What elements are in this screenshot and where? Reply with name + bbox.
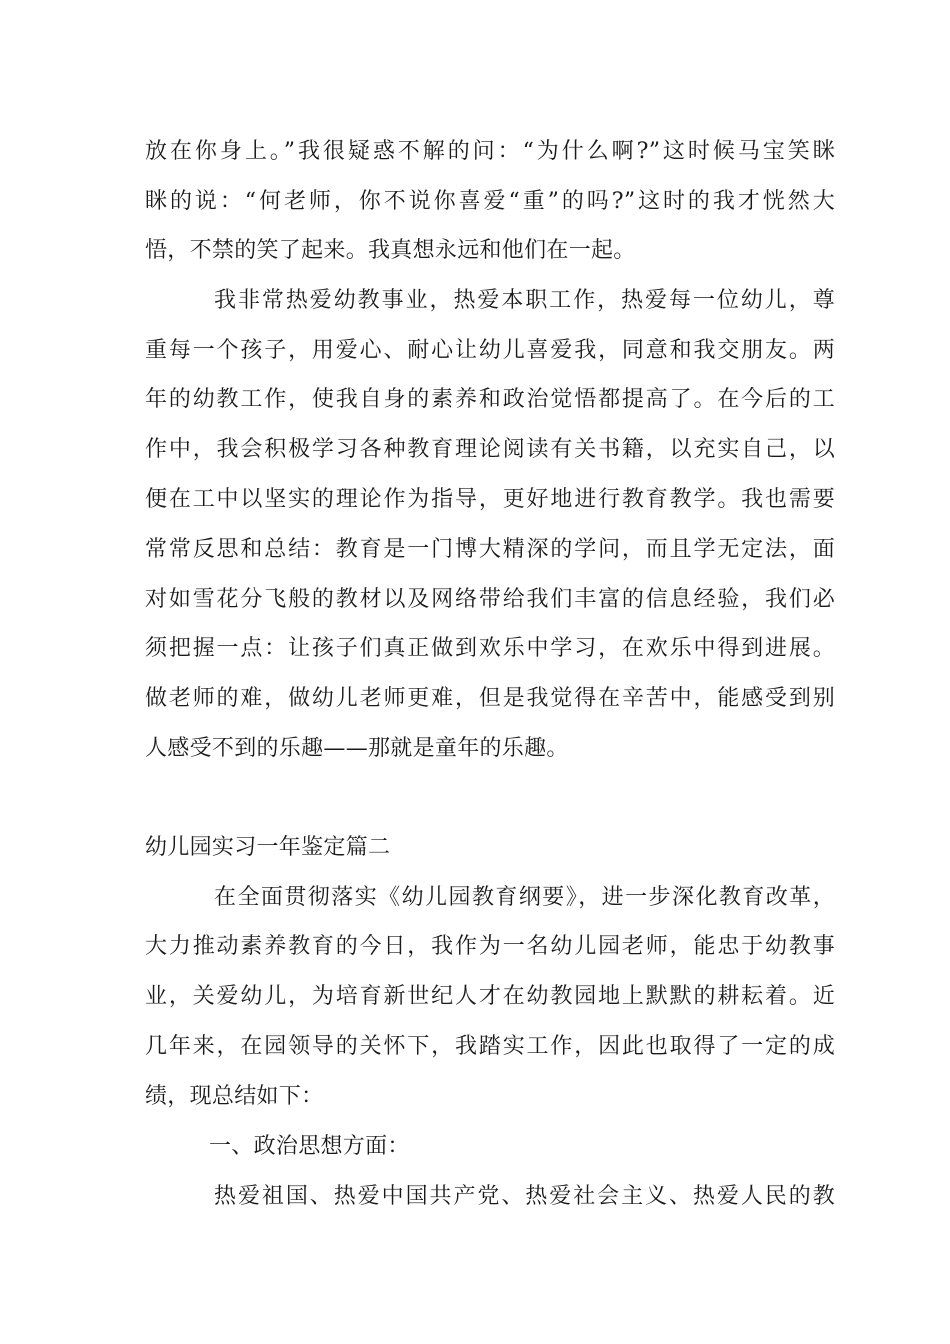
paragraph-2-line-6: 常常反思和总结：教育是一门博大精深的学问，而且学无定法，面: [145, 537, 835, 562]
paragraph-3-line-1: 在全面贯彻落实《幼儿园教育纲要》，进一步深化教育改革，: [214, 885, 835, 910]
subheading-political: 一、政治思想方面：: [209, 1134, 410, 1159]
paragraph-1-line-2: 眯的说：“何老师，你不说你喜爱“重”的吗?”这时的我才恍然大: [145, 189, 835, 214]
paragraph-2-line-4: 作中，我会积极学习各种教育理论阅读有关书籍，以充实自己，以: [145, 437, 835, 462]
paragraph-2-line-5: 便在工中以坚实的理论作为指导，更好地进行教育教学。我也需要: [145, 487, 835, 512]
paragraph-3-line-3: 业，关爱幼儿，为培育新世纪人才在幼教园地上默默的耕耘着。近: [145, 984, 835, 1009]
paragraph-4-line-1: 热爱祖国、热爱中国共产党、热爱社会主义、热爱人民的教: [214, 1184, 835, 1209]
paragraph-3-line-2: 大力推动素养教育的今日，我作为一名幼儿园老师，能忠于幼教事: [145, 934, 835, 959]
paragraph-2-line-1: 我非常热爱幼教事业，热爱本职工作，热爱每一位幼儿，尊: [214, 288, 835, 313]
paragraph-2-line-3: 年的幼教工作，使我自身的素养和政治觉悟都提高了。在今后的工: [145, 387, 835, 412]
paragraph-3-line-4: 几年来，在园领导的关怀下，我踏实工作，因此也取得了一定的成: [145, 1034, 835, 1059]
paragraph-2-line-2: 重每一个孩子，用爱心、耐心让幼儿喜爱我，同意和我交朋友。两: [145, 338, 835, 363]
paragraph-2-line-10: 人感受不到的乐趣——那就是童年的乐趣。: [145, 736, 569, 761]
paragraph-1-line-3: 悟，不禁的笑了起来。我真想永远和他们在一起。: [145, 238, 636, 263]
paragraph-1-line-1: 放在你身上。”我很疑惑不解的问：“为什么啊?”这时候马宝笑眯: [145, 139, 835, 164]
paragraph-2-line-7: 对如雪花分飞般的教材以及网络带给我们丰富的信息经验，我们必: [145, 587, 835, 612]
paragraph-2-line-9: 做老师的难，做幼儿老师更难，但是我觉得在辛苦中，能感受到别: [145, 686, 835, 711]
paragraph-3-line-5: 绩，现总结如下：: [145, 1084, 324, 1109]
section-title: 幼儿园实习一年鉴定篇二: [145, 835, 391, 860]
paragraph-2-line-8: 须把握一点：让孩子们真正做到欢乐中学习，在欢乐中得到进展。: [145, 636, 835, 661]
